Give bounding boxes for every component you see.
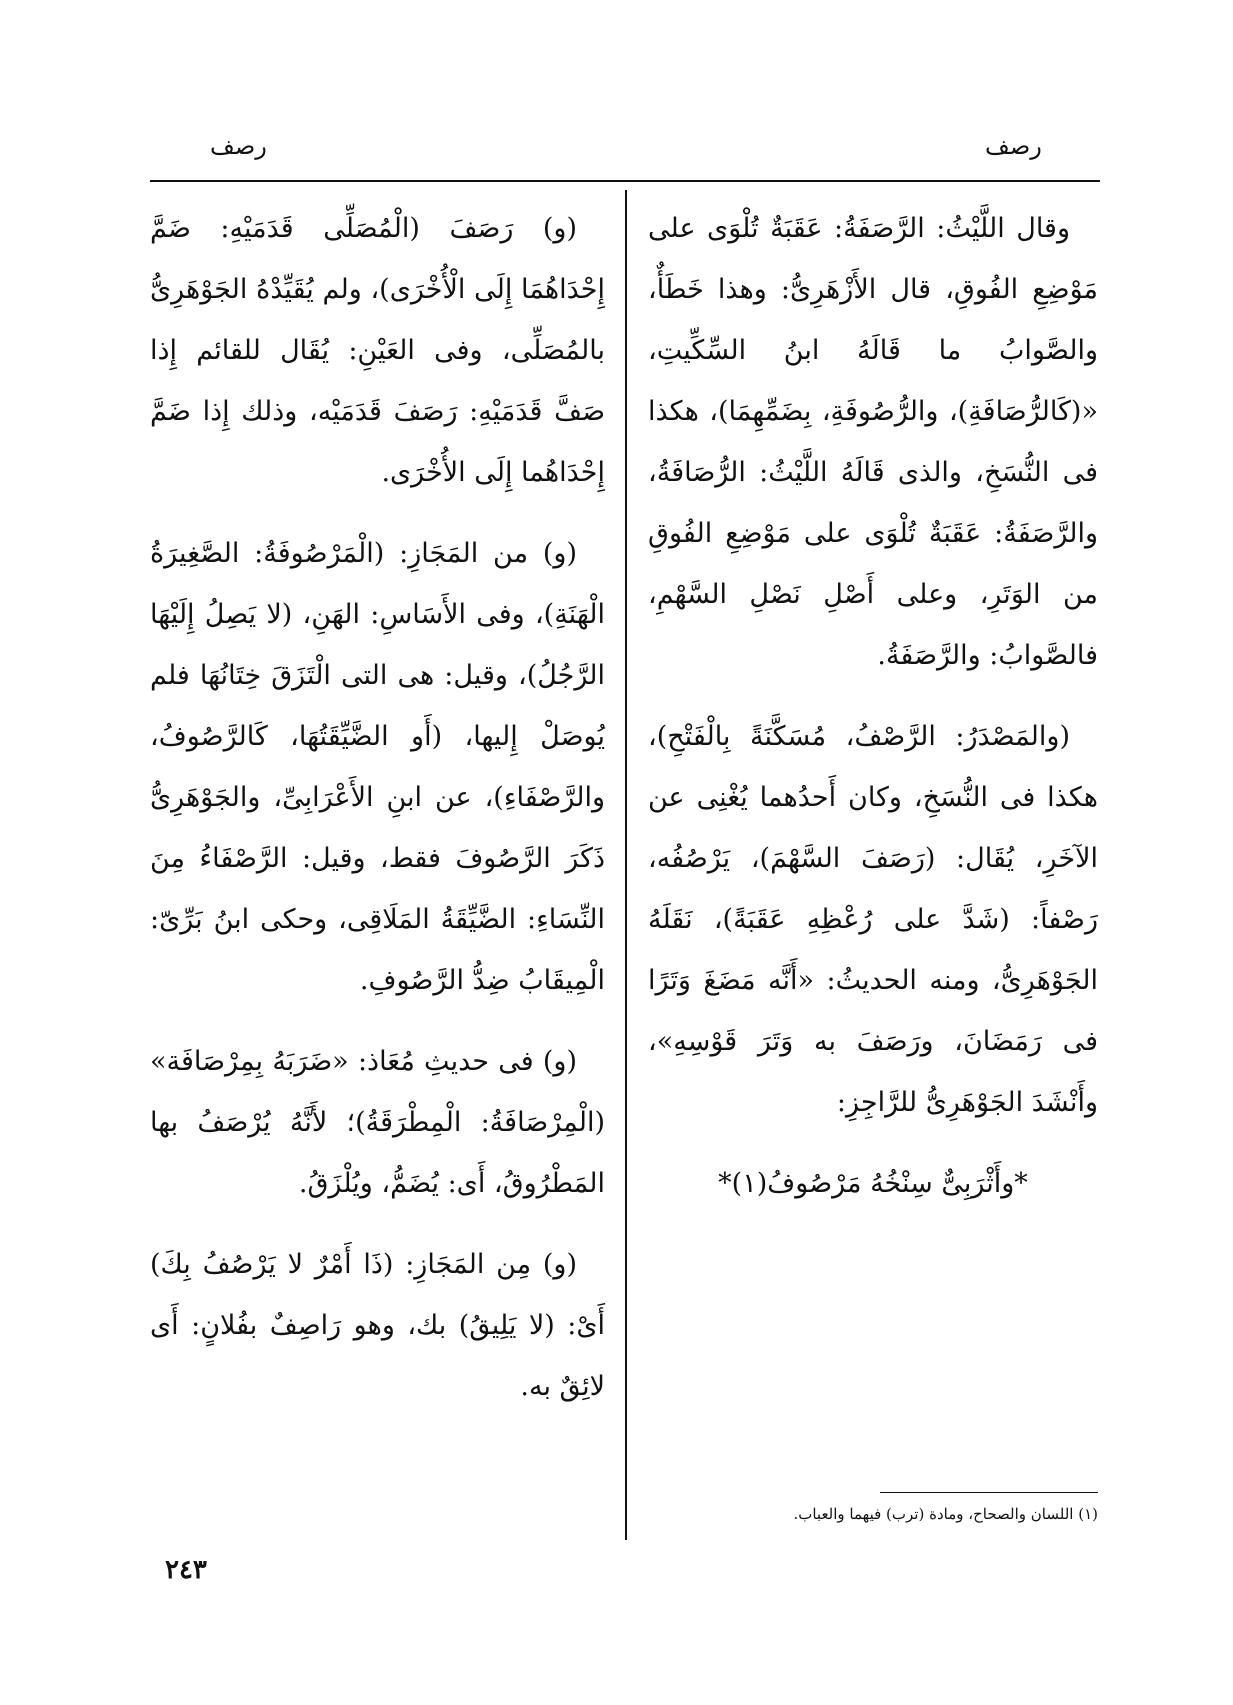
verse-line: *وأَثْرَبِىٌّ سِنْخُهُ مَرْصُوفُ(١)* <box>718 1168 1028 1199</box>
paragraph: (و) فى حديثِ مُعَاذ: «ضَرَبَهُ بِمِرْصَافَة» (الْمِرْصَافَةُ: الْمِطْرَقَةُ)؛ لأَنَّهُ يُرْصَفُ بها المَطْرُوقُ، أَى: يُضَمُّ، ويُلْزَقُ. <box>150 1046 605 1199</box>
paragraph: (و) مِن المَجَازِ: (ذَا أَمْرٌ لا يَرْصُفُ بِكَ) أَىْ: (لا يَلِيقُ) بك، وهو رَاصِفٌ بفُلانٍ: أَى لائِقٌ به. <box>150 1249 605 1402</box>
left-column <box>150 198 605 1437</box>
paragraph: (و) رَصَفَ (الْمُصَلِّى قَدَمَيْهِ: ضَمَّ إِحْدَاهُمَا إِلَى الْأُخْرَى)، ولم يُقَيِّدْهُ الجَوْهَرِىُّ بالمُصَلِّى، وفى العَيْنِ: يُقَال للقائم إِذا صَفَّ قَدَمَيْهِ: رَصَفَ قَدَمَيْه، وذلك إِذا ضَمَّ إِحْدَاهُما إِلَى الأُخْرَى. <box>150 213 605 488</box>
right-column <box>648 198 1098 1234</box>
paragraph: (و) من المَجَازِ: (الْمَرْصُوفَةُ: الصَّغِيرَةُ الْهَنَةِ)، وفى الأَسَاسِ: الهَنِ، (لا يَصِلُ إِلَيْهَا الرَّجُلُ)، وقيل: هى التى الْتَزَقَ خِتَانُهَا فلم يُوصَلْ إِليها، (أَو الضَّيِّقَتُهَا، كَالرَّصُوفُ، والرَّصْفَاءِ)، عن ابنِ الأَعْرَابِىِّ، والجَوْهَرِىُّ ذَكَرَ الرَّصُوفَ فقط، وقيل: الرَّصْفَاءُ مِنَ النِّسَاءِ: الضَّيِّقَةُ المَلَاقِى، وحكى ابنُ بَرِّىّ: الْمِيقَابُ ضِدُّ الرَّصُوفِ. <box>150 538 605 996</box>
paragraph: (والمَصْدَرُ: الرَّصْفُ، مُسَكَّنَةً بِالْفَتْحِ)، هكذا فى النُّسَخِ، وكان أَحدُهما يُغْنِى عن الآخَرِ، يُقَال: (رَصَفَ السَّهْمَ)، يَرْصُفُه، رَصْفاً: (شَدَّ على رُعْظِهِ عَقَبَةً)، نَقَلَهُ الجَوْهَرِىُّ، ومنه الحديثُ: «أَنَّه مَضَغَ وَتَرًا فى رَمَضَانَ، ورَصَفَ به وَتَرَ قَوْسِهِ»، وأَنْشَدَ الجَوْهَرِىُّ للرَّاجِزِ: <box>648 721 1098 1118</box>
paragraph: وقال اللَّيْثُ: الرَّصَفَةُ: عَقَبَةٌ تُلْوَى على مَوْضِعِ الفُوقِ، قال الأَزْهَرِىُّ: وهذا خَطَأٌ، والصَّوابُ ما قَالَهُ ابنُ السِّكِّيتِ، «(كَالرُّصَافَةِ)، والرُّصُوفَةِ، بِضَمِّهِمَا)، هكذا فى النُّسَخِ، والذى قَالَهُ اللَّيْثُ: الرُّصَافَةُ، والرَّصَفَةُ: عَقَبَةٌ تُلْوَى على مَوْضِعِ الفُوقِ من الوَتَرِ، وعلى أَصْلِ نَصْلِ السَّهْمِ، فالصَّوابُ: والرَّصَفَةُ. <box>648 213 1098 671</box>
page-number: ٢٤٣ <box>165 1555 207 1585</box>
header-rule <box>150 180 1100 182</box>
running-header-left: رصف <box>210 132 267 160</box>
footnote-rule <box>880 1492 1098 1493</box>
footnote: (١) اللسان والصحاح، ومادة (ترب) فيهما والعباب. <box>793 1505 1098 1523</box>
column-divider <box>625 190 627 1540</box>
running-header-right: رصف <box>985 132 1042 160</box>
